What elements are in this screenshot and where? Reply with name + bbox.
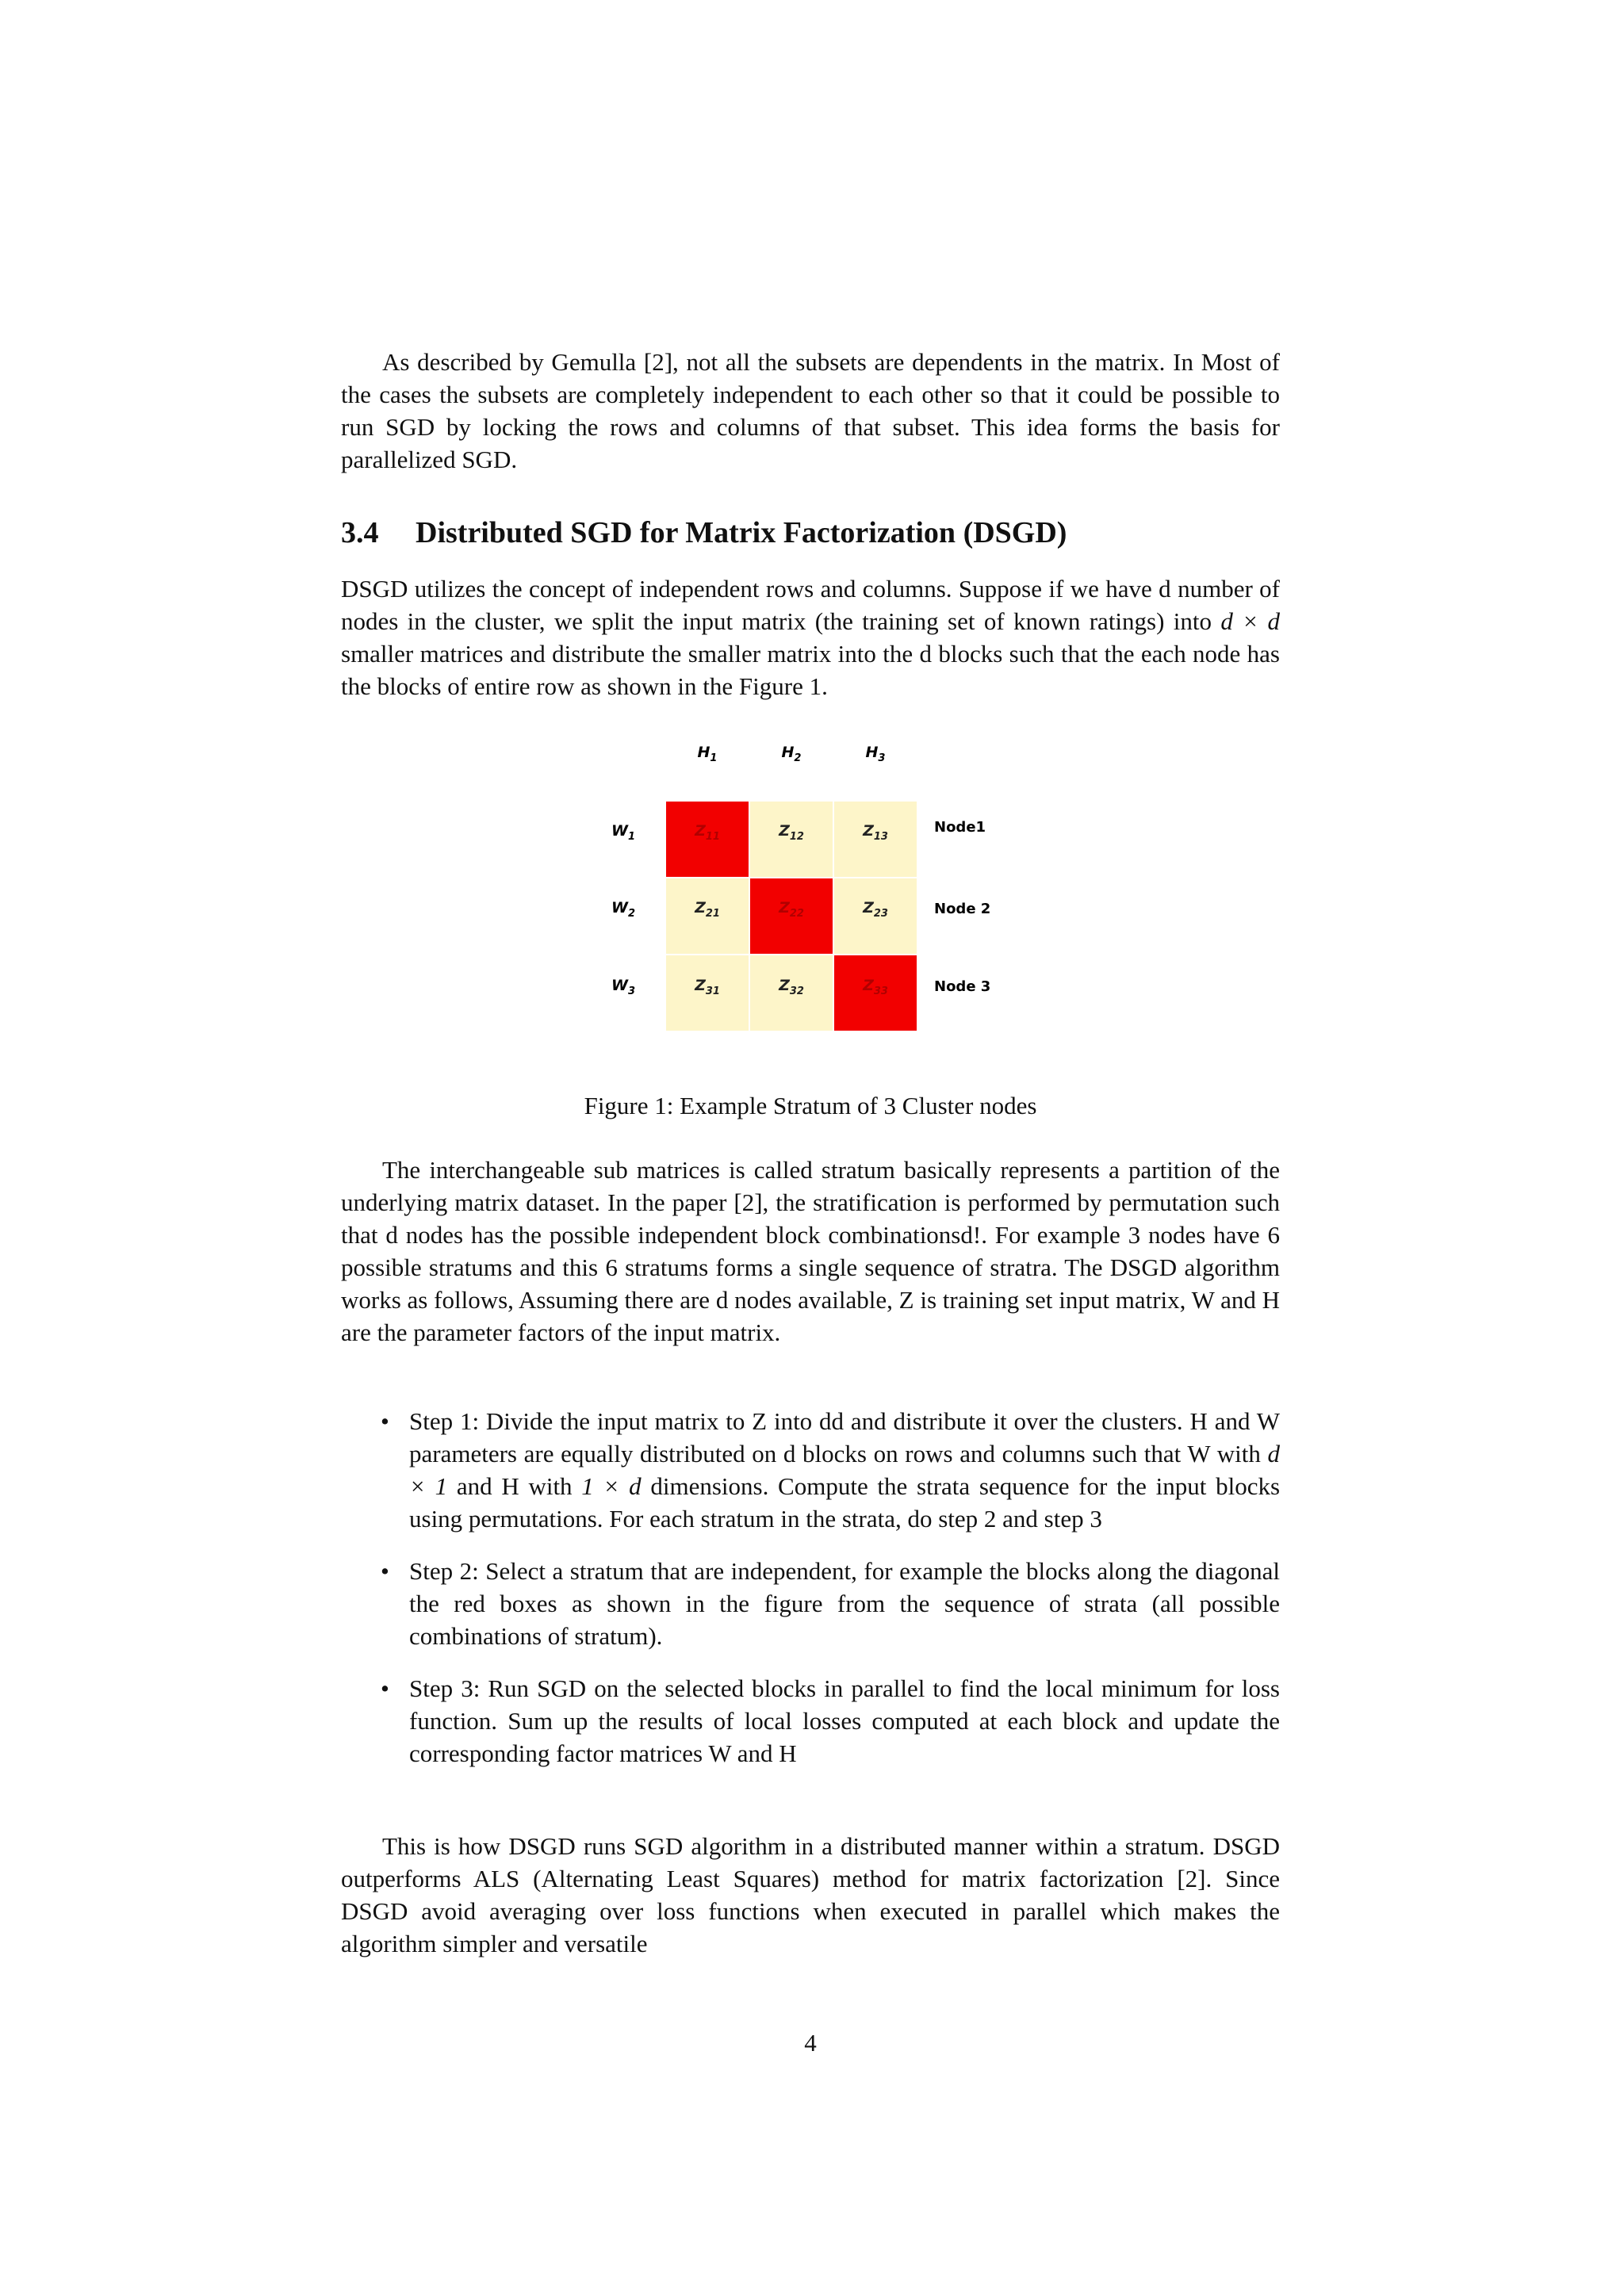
block-label: $Z_{31}$ xyxy=(695,977,720,997)
row-header: $W_2$ xyxy=(611,899,636,920)
section-heading xyxy=(341,514,1280,552)
list-item xyxy=(341,1405,1280,1535)
block-label: $Z_{12}$ xyxy=(779,822,804,843)
dsgd-intro-math: d × d xyxy=(1220,607,1281,635)
list-item xyxy=(341,1555,1280,1652)
row-header: $W_3$ xyxy=(611,977,636,997)
block-label: $Z_{21}$ xyxy=(695,899,720,920)
bullet-icon: • xyxy=(381,1557,389,1585)
page-number: 4 xyxy=(804,2029,817,2057)
dsgd-intro-block xyxy=(341,572,1280,702)
column-headers xyxy=(698,744,886,764)
section-number: 3.4 xyxy=(341,516,379,549)
closing-paragraph: This is how DSGD runs SGD algorithm in a distributed manner within a stratum. DSGD outperforms ALS (Alternating Least Squares) method for matrix factorization [2]. Since DSGD avoid averaging over loss functions when executed in parallel which makes the algorithm simpler and versatile xyxy=(341,1832,1280,1957)
step-1-text-c: dimensions. Compute the strata sequence for the input blocks using permutations. For each stratum in the strata, do step 2 and step 3 xyxy=(409,1472,1281,1533)
column-header: $H_3$ xyxy=(865,744,886,764)
block-label: $Z_{13}$ xyxy=(863,822,888,843)
row-header: $W_1$ xyxy=(611,822,636,843)
stratum-paragraph: The interchangeable sub matrices is called stratum basically represents a partition of the underlying matrix dataset. In the paper [2], the stratification is performed by permutation such that d nodes has the possible independent block combinationsd!. For example 3 nodes have 6 possible stratums and this 6 stratums forms a single sequence of stratra. The DSGD algorithm works as follows, Assuming there are d nodes available, Z is training set input matrix, W and H are the parameter factors of the input matrix. xyxy=(341,1156,1280,1346)
step-1-text-a: Step 1: Divide the input matrix to Z into dd and distribute it over the clusters. H and W parameters are equally distributed on d blocks on rows and columns such that W with xyxy=(409,1407,1280,1468)
dsgd-intro-paragraph xyxy=(341,572,1280,702)
block-label: $Z_{32}$ xyxy=(779,977,804,997)
column-header: $H_1$ xyxy=(697,744,718,764)
block-label: $Z_{33}$ xyxy=(863,977,888,997)
block-label: $Z_{11}$ xyxy=(695,822,720,843)
bullet-icon: • xyxy=(381,1407,389,1435)
block-label: $Z_{22}$ xyxy=(779,899,804,920)
node-labels xyxy=(934,819,990,995)
intro-paragraph: As described by Gemulla [2], not all the subsets are dependents in the matrix. In Most of the cases the subsets are completely independent to each other so that it could be possible to run SGD by locking the rows and columns of that subset. This idea forms the basis for parallelized SGD. xyxy=(341,348,1280,473)
stratum-block xyxy=(341,1154,1280,1349)
stratum-figure xyxy=(587,729,1031,1039)
step-1-math-a: d × 1 xyxy=(409,1440,1280,1500)
step-2-text: Step 2: Select a stratum that are independent, for example the blocks along the diagonal the red boxes as shown in the figure from the sequence of strata (all possible combinations of stratum). xyxy=(409,1557,1280,1650)
node-label: Node 3 xyxy=(934,978,991,995)
row-headers xyxy=(611,822,635,997)
node-label: Node 2 xyxy=(934,901,991,917)
step-1-text-b: and H with xyxy=(447,1472,582,1500)
steps-list xyxy=(341,1405,1280,1770)
step-3-text: Step 3: Run SGD on the selected blocks in parallel to find the local minimum for loss function. Sum up the results of local losses computed at each block and update the corresponding factor matrices W and H xyxy=(409,1674,1280,1767)
node-label: Node1 xyxy=(934,819,986,836)
closing-block xyxy=(341,1830,1280,1960)
block-label: $Z_{23}$ xyxy=(863,899,888,920)
section-title: Distributed SGD for Matrix Factorization (DSGD) xyxy=(416,516,1067,549)
figure-caption: Figure 1: Example Stratum of 3 Cluster nodes xyxy=(584,1092,1037,1119)
column-header: $H_2$ xyxy=(781,744,802,764)
dsgd-intro-text-a: DSGD utilizes the concept of independent rows and columns. Suppose if we have d number of nodes in the cluster, we split the input matrix (the training set of known ratings) into xyxy=(341,575,1280,635)
step-1-math-b: 1 × d xyxy=(581,1472,642,1500)
bullet-icon: • xyxy=(381,1674,389,1702)
dsgd-intro-text-b: smaller matrices and distribute the smaller matrix into the d blocks such that the each node has the blocks of entire row as shown in the Figure 1. xyxy=(341,640,1280,700)
intro-block xyxy=(341,346,1280,476)
list-item xyxy=(341,1672,1280,1770)
